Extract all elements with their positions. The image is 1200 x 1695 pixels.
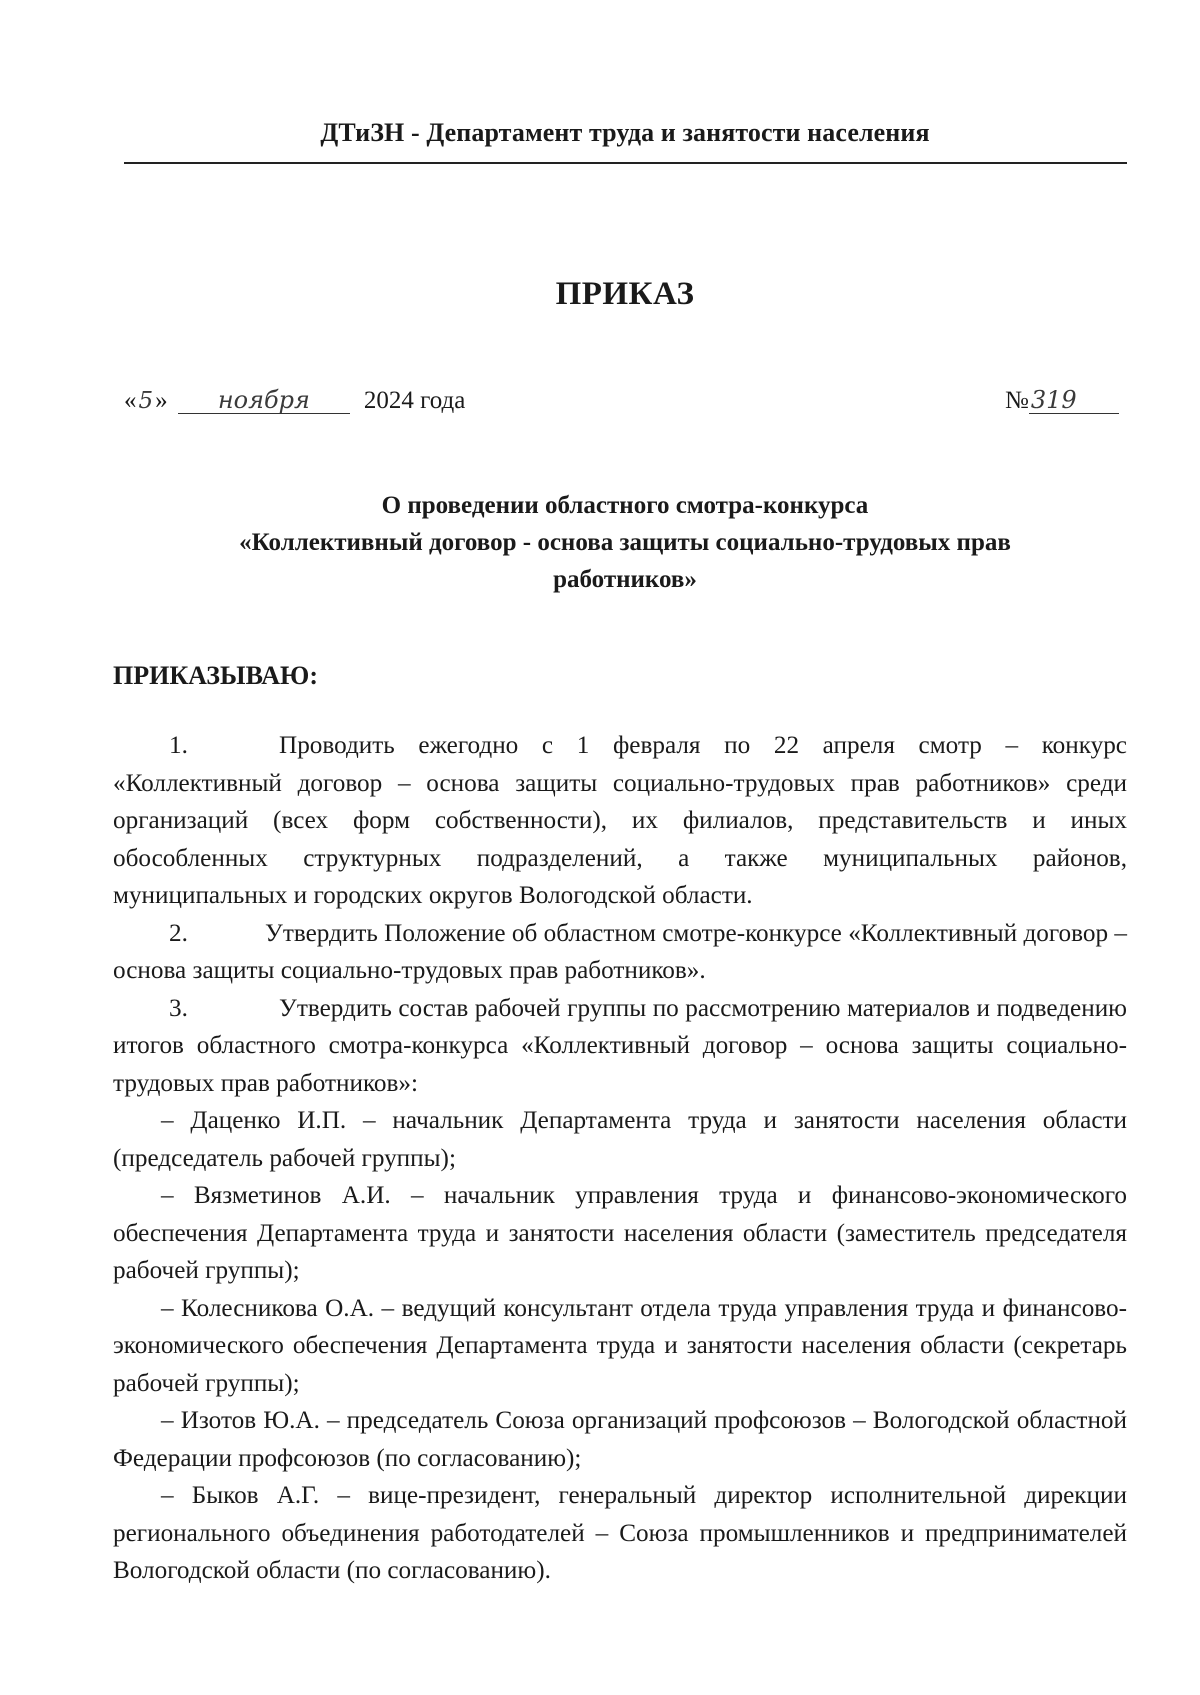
date-open-quote: « [124,387,137,414]
member-item: – Даценко И.П. – начальник Департамента труда и занятости населения области (председатель рабочей группы); [113,1107,1127,1172]
organization-header: ДТиЗН - Департамент труда и занятости населения [320,118,930,147]
item-text: Утвердить состав рабочей группы по рассмотрению материалов и подведению итогов областного смотра-конкурса «Коллективный договор – основа защиты социально-трудовых прав работников»: [113,994,1127,1097]
date-day-handwritten: 5 [138,388,154,414]
document-title: ПРИКАЗ [555,276,695,312]
date-year: 2024 года [363,387,466,414]
order-item-2 [113,915,1127,990]
member-item: – Изотов Ю.А. – председатель Союза организаций профсоюзов – Вологодской областной Федерации профсоюзов (по согласованию); [113,1407,1127,1472]
date-month-handwritten: ноября [178,387,350,414]
member-item: – Вязметинов А.И. – начальник управления труда и финансово-экономического обеспечения Департамента труда и занятости населения области (заместитель председателя рабочей группы); [113,1182,1127,1284]
member-item: – Быков А.Г. – вице-президент, генеральный директор исполнительной дирекции регионального объединения работодателей – Союза промышленников и предпринимателей Вологодской области (по согласованию). [113,1482,1127,1584]
order-date [124,387,465,415]
order-number [1005,387,1119,415]
subject-line-2: «Коллективный договор - основа защиты социально-трудовых прав [239,529,1011,556]
decree-heading: ПРИКАЗЫВАЮ: [113,661,318,690]
item-number: 2. [169,919,188,947]
order-subject [0,487,1200,598]
order-item-1 [113,727,1127,915]
number-value-handwritten: 319 [1029,387,1119,414]
header-divider [124,162,1127,164]
member-item: – Колесникова О.А. – ведущий консультант отдела труда управления труда и финансово-экономического обеспечения Департамента труда и занятости населения области (секретарь рабочей группы); [113,1294,1127,1397]
subject-line-1: О проведении областного смотра-конкурса [381,492,869,519]
item-text: Проводить ежегодно с 1 февраля по 22 апреля смотр – конкурс «Коллективный договор – основа защиты социально-трудовых прав работников» среди организаций (всех форм собственности), их филиалов, представительств и иных обособленных структурных подразделений, а также муниципальных районов, муниципальных и городских округов Вологодской области. [113,732,1127,909]
order-body [113,727,1127,1590]
date-close-quote: » [155,387,168,414]
subject-line-3: работников» [553,566,697,593]
number-prefix: № [1005,387,1029,414]
order-item-3 [113,990,1127,1103]
item-number: 3. [169,994,188,1022]
item-number: 1. [169,732,188,759]
item-text: Утвердить Положение об областном смотре-конкурсе «Коллективный договор – основа защиты социально-трудовых прав работников». [113,919,1127,984]
